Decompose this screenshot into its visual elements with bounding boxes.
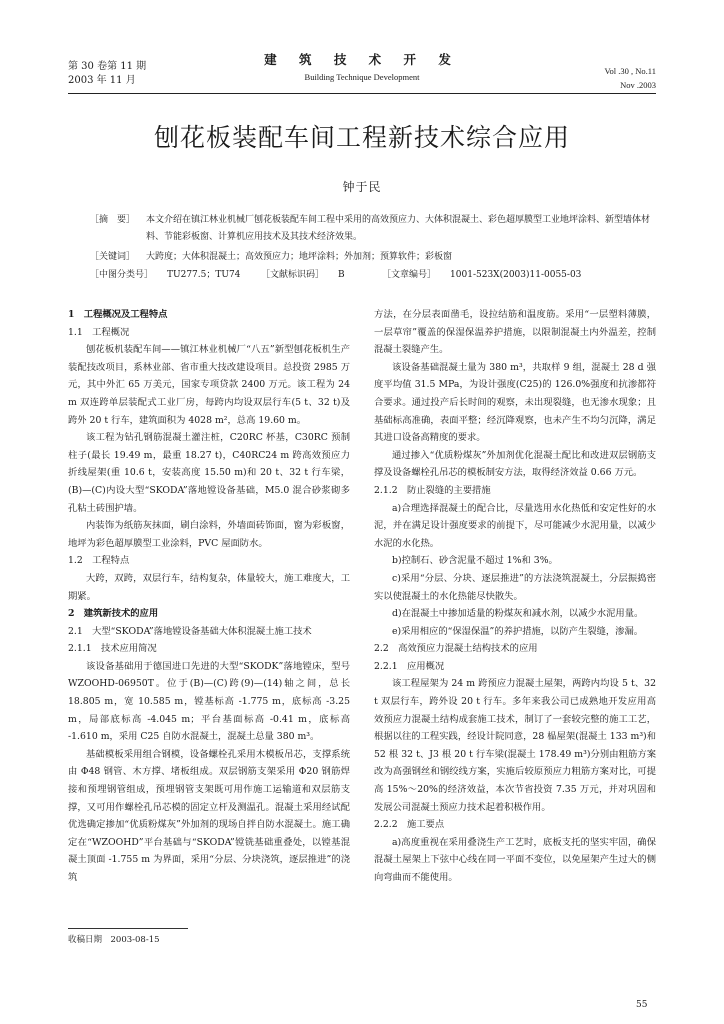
paragraph: 内装饰为纸筋灰抹面，刷白涂料，外墙面砖饰面，窗为彩板窗，地坪为彩色超厚膜型工业涂料，PVC 屋面防水。: [68, 520, 350, 549]
date-cn: 2003 年 11 月: [68, 75, 136, 86]
date-en: Nov .2003: [620, 80, 656, 90]
section-heading: 2.2.1 应用概况: [374, 660, 445, 672]
code-value: B: [338, 270, 345, 280]
paragraph: 大跨，双跨，双层行车，结构复杂，体量较大，施工难度大，工期紧。: [68, 572, 350, 602]
header-left: [68, 60, 146, 88]
article-author: 钟于民: [342, 180, 382, 194]
section-heading: 2.2.2 施工要点: [374, 819, 445, 831]
paragraph: 基础模板采用组合钢模，设备螺栓孔采用木模板吊芯，支撑系统由 Φ48 钢管、木方撑、堵板组成。双层钢筋支架采用 Φ20 钢筋焊接和预埋钢管组成，预埋钢管支架既可用作施工运输道和双层筋支撑，又可用作螺栓孔吊芯模的固定立杆及测温孔。混凝土采用经试配优选确定掺加“优质粉煤灰”外加剂的现场自拌自防水混凝土。施工确定在“WZOOHD”平台基础与“SKODA”镗铣基础重叠处，以镗基混凝土顶面 -1.755 m 为界面，采用“分层、分块浇筑，逐层推进”的浇筑: [68, 748, 350, 883]
header-rule: [68, 93, 656, 94]
paragraph: 该工程为钻孔钢筋混凝土灌注桩，C20RC 杯基，C30RC 预制柱子(最长 19.49 m，最重 18.27 t)，C40RC24 m 跨高效预应力折线屋架(重 10.6 t，安装高度 15.50 m)和 20 t、32 t 行车梁，(B)—(C)内设大型“SKODA”落地镗设备基础，M5.0 混合砂浆砌多孔粘土砖围护墙。: [68, 432, 350, 514]
abstract: [90, 212, 658, 246]
paragraph: a)高度重视在采用叠浇生产工艺时，底板支托的坚实牢固，确保混凝土屋架上下弦中心线在同一平面不变位，以免屋架产生过大的侧向弯曲而不能使用。: [374, 836, 656, 883]
section-heading: 2.1 大型“SKODA”落地镗设备基础大体积混凝土施工技术: [68, 625, 312, 637]
volume-cn: 第 30 卷第 11 期: [68, 61, 147, 72]
keywords-text: 大跨度；大体积混凝土；高效预应力；地坪涂料；外加剂；预算软件；彩板窗: [146, 252, 453, 262]
journal-name-en: Building Technique Development: [304, 72, 420, 82]
paragraph: c)采用“分层、分块、逐层推进”的方法浇筑混凝土，分层振捣密实以使混凝土的水化热能尽快散失。: [374, 572, 656, 602]
right-column: [374, 306, 656, 887]
paragraph: e)采用相应的“保湿保温”的养护措施，以防产生裂缝，渗漏。: [392, 625, 644, 637]
section-heading: 2.1.2 防止裂缝的主要措施: [374, 484, 491, 496]
code-label: ［文献标识码］: [261, 270, 325, 280]
page-number: 55: [636, 1000, 648, 1010]
section-heading: 2.2 高效预应力混凝土结构技术的应用: [374, 643, 538, 655]
abstract-label: ［摘 要］: [90, 215, 136, 225]
journal-header: [262, 50, 462, 82]
header-right: [605, 64, 656, 92]
keywords-label: ［关键词］: [90, 252, 136, 262]
journal-name-cn: 建 筑 技 术 开 发: [264, 52, 460, 67]
paragraph: 该工程屋架为 24 m 跨预应力混凝土屋架，两跨内均设 5 t、32 t 双层行车，跨外设 20 t 行车。多年来我公司已成熟地开发应用高效预应力混凝土结构成套施工技术，制订了一套较完整的施工工艺，根据以往的工程实践，经设计院同意，28 榀屋架(混凝土 133 m³)和 52 根 32 t、J3 根 20 t 行车梁(混凝土 178.49 m³)分别由粗筋方案改为高强钢丝和钢绞线方案，实施后较原预应力粗筋方案对比，可提高 15%～20%的经济效益，本次节省投资 7.35 万元，并对巩固和发展公司混凝土预应力技术起着积极作用。: [374, 678, 656, 813]
left-column: [68, 306, 350, 887]
section-heading: 2.1.1 技术应用简况: [68, 643, 157, 655]
id-value: 1001-523X(2003)11-0055-03: [450, 270, 582, 280]
paragraph: 方法，在分层表面凿毛，设拉结筋和温度筋。采用“一层塑料薄膜，一层草帘”覆盖的保湿保温养护措施，以限制混凝土内外温差，控制混凝土裂缝产生。: [374, 309, 656, 356]
article-title: 刨花板装配车间工程新技术综合应用: [153, 123, 570, 152]
keywords: [90, 249, 658, 266]
abstract-text: 本文介绍在镇江林业机械厂刨花板装配车间工程中采用的高效预应力、大体积混凝土、彩色超厚膜型工业地坪涂料、新型墙体材料、节能彩板窗、计算机应用技术及其技术经济效果。: [146, 215, 651, 242]
volume-en: Vol .30 , No.11: [604, 66, 656, 76]
footnote-rule: [68, 928, 188, 929]
section-heading: 2 建筑新技术的应用: [68, 608, 159, 620]
class-label: ［中图分类号］: [90, 270, 154, 280]
section-heading: 1 工程概况及工程特点: [68, 309, 168, 320]
paragraph: d)在混凝土中掺加适量的粉煤灰和减水剂，以减少水泥用量。: [392, 608, 644, 620]
paragraph: 该设备基础混凝土量为 380 m³，共取样 9 组，混凝土 28 d 强度平均值 31.5 MPa，为设计强度(C25)的 126.0%强度和抗渗都符合要求。通过投产后长时间的观察，未出现裂缝，也无渗水现象；且基础标高准确，表面平整；经沉降观察，也未产生不均匀沉降，满足其进口设备高精度的要求。: [374, 361, 656, 444]
classification-row: [90, 267, 658, 284]
paragraph: 刨花板机装配车间——镇江林业机械厂“八五”新型刨花板机生产装配技改项目，系林业部、省市重大技改建设项目。总投资 2985 万元，其中外汇 65 万美元，国家专项贷款 2400 万元。该工程为 24 m 双连跨单层装配式工业厂房，每跨内均设双层行车(5 t、32 t)及跨外 20 t 行车，建筑面积为 4028 m²，总高 19.60 m。: [68, 344, 350, 426]
class-value: TU277.5；TU74: [167, 270, 241, 280]
section-heading: 1.2 工程特点: [68, 555, 130, 567]
paragraph: 通过掺入“优质粉煤灰”外加剂优化混凝土配比和改进双层钢筋支撑及设备螺栓孔吊芯的模板制安方法，取得经济效益 0.66 万元。: [374, 449, 656, 479]
id-label: ［文章编号］: [382, 270, 437, 280]
paragraph: b)控制石、砂含泥量不超过 1%和 3%。: [392, 555, 558, 567]
paragraph: a)合理选择混凝土的配合比，尽量选用水化热低和安定性好的水泥，并在满足设计强度要求的前提下，尽可能减少水泥用量，以减少水泥的水化热。: [374, 502, 656, 549]
section-heading: 1.1 工程概况: [68, 326, 130, 338]
received-date: 收稿日期 2003-08-15: [68, 935, 160, 945]
paragraph: 该设备基础用于德国进口先进的大型“SKODK”落地镗床，型号 WZOOHD-06950T。位于(B)—(C)跨(9)—(14)轴之间，总长 18.805 m，宽 10.585 m，镗基标高 -1.775 m，底标高 -3.25 m，局部底标高 -4.045 m；平台基面标高 -0.41 m，底标高 -1.610 m，采用 C25 自防水混凝土，混凝土总量 380 m³。: [68, 660, 350, 743]
